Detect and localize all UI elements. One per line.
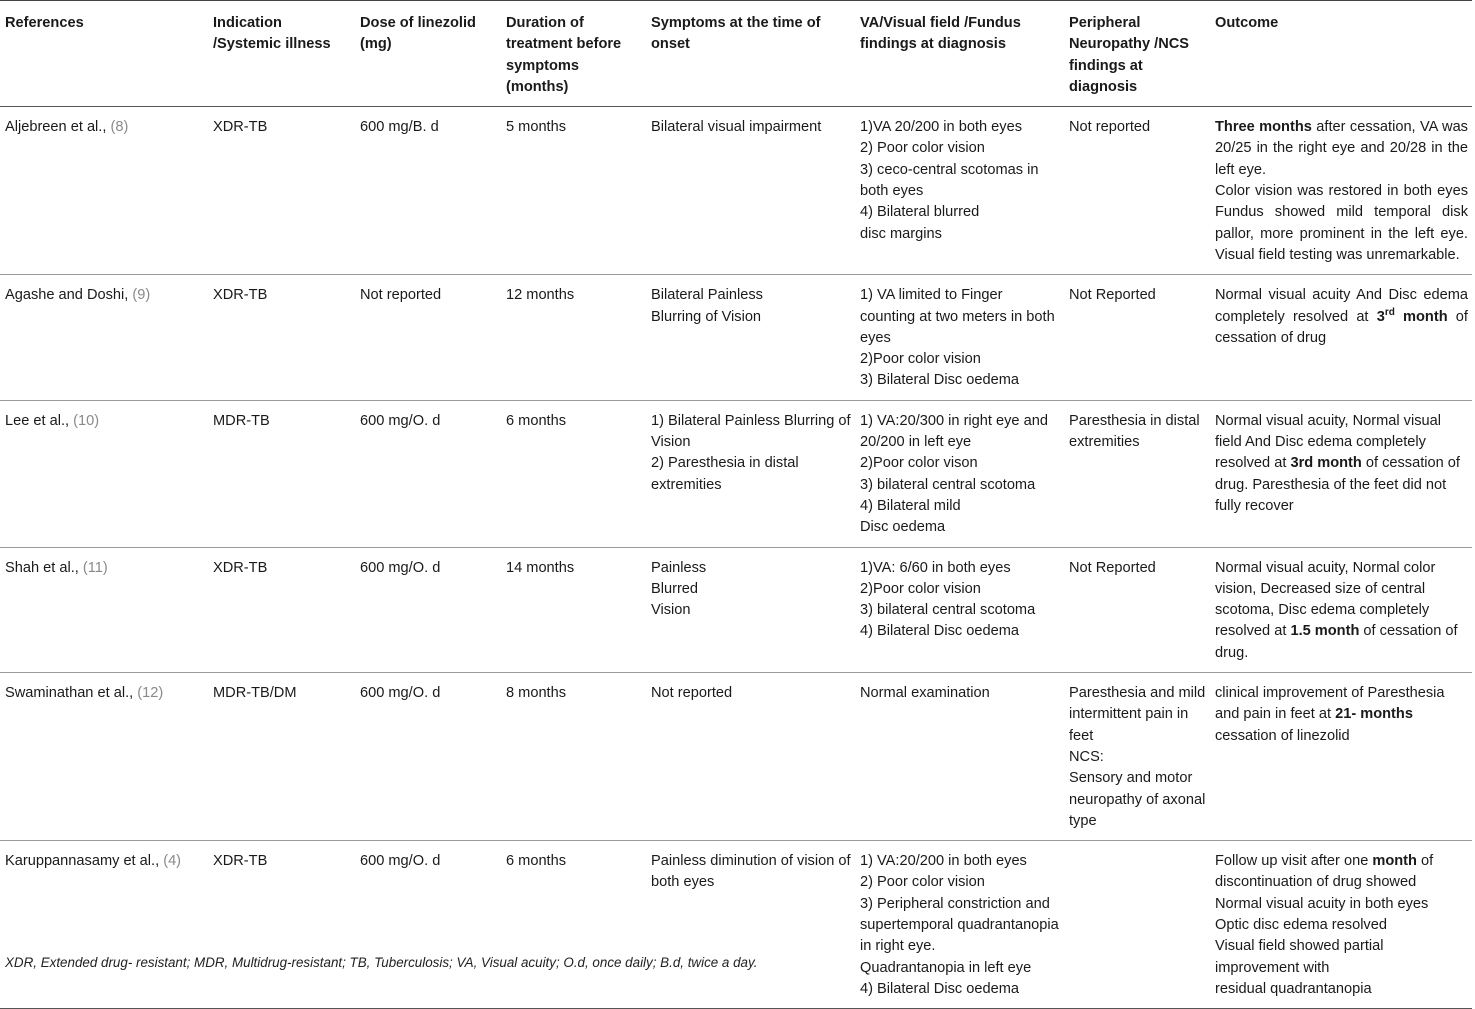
finding-line: 1) VA limited to Finger counting at two meters in both eyes bbox=[860, 287, 1055, 346]
finding-line: 1)VA 20/200 in both eyes bbox=[860, 119, 1022, 136]
outcome-text: after cessation, VA was 20/25 in the right eye and 20/28 in the left eye. bbox=[1215, 119, 1468, 178]
symptom-line: 1) Bilateral Painless Blurring of Vision bbox=[651, 412, 851, 451]
outcome-text: Follow up visit after one bbox=[1215, 853, 1373, 870]
finding-line: 4) Bilateral Disc oedema bbox=[860, 980, 1019, 997]
symptom-line: Bilateral Painless bbox=[651, 287, 763, 304]
cell-outcome bbox=[1210, 400, 1472, 547]
reference-name: Karuppannasamy et al., bbox=[5, 853, 164, 870]
table-row bbox=[0, 841, 1472, 1009]
outcome-text: of cessation of drug. Paresthesia of the feet did not fully recover bbox=[1215, 455, 1460, 514]
outcome-line: Normal visual acuity in both eyes bbox=[1215, 895, 1429, 912]
reference-name: Lee et al., bbox=[5, 412, 74, 429]
cell-reference bbox=[0, 400, 208, 547]
table-row bbox=[0, 400, 1472, 547]
cell-neuropathy bbox=[1064, 400, 1210, 547]
cell-dose: 600 mg/O. d bbox=[355, 841, 501, 1009]
reference-name: Shah et al., bbox=[5, 559, 83, 576]
outcome-paragraph: Color vision was restored in both eyes Fundus showed mild temporal disk pallor, more prominent in the left eye. Visual field testing was unremarkable. bbox=[1215, 183, 1468, 263]
cell-neuropathy bbox=[1064, 275, 1210, 400]
cell-va-findings bbox=[855, 275, 1064, 400]
cell-reference bbox=[0, 547, 208, 672]
cell-neuropathy bbox=[1064, 841, 1210, 1009]
finding-line: 2)Poor color vision bbox=[860, 351, 981, 368]
header-outcome: Outcome bbox=[1210, 1, 1472, 107]
table-row bbox=[0, 547, 1472, 672]
symptom-line: Painless bbox=[651, 559, 707, 576]
header-neuropathy: Peripheral Neuropathy /NCS findings at diagnosis bbox=[1064, 1, 1210, 107]
cell-indication: MDR-TB/DM bbox=[208, 673, 355, 841]
finding-line: 4) Bilateral Disc oedema bbox=[860, 623, 1019, 640]
neuropathy-line: Paresthesia in distal extremities bbox=[1069, 412, 1200, 451]
cell-symptoms bbox=[646, 673, 855, 841]
table-header bbox=[0, 1, 1472, 107]
neuropathy-line: Not Reported bbox=[1069, 559, 1156, 576]
neuropathy-line: Sensory and motor neuropathy of axonal type bbox=[1069, 770, 1206, 829]
cell-symptoms bbox=[646, 107, 855, 275]
outcome-text: of cessation of drug. bbox=[1215, 623, 1458, 661]
finding-line: Normal examination bbox=[860, 685, 990, 702]
cell-reference bbox=[0, 275, 208, 400]
outcome-text: of cessation of drug bbox=[1215, 308, 1468, 346]
header-duration: Duration of treatment before symptoms (months) bbox=[501, 1, 646, 107]
reference-citation[interactable]: (8) bbox=[110, 119, 129, 136]
reference-citation[interactable]: (9) bbox=[132, 287, 151, 304]
finding-line: disc margins bbox=[860, 225, 942, 242]
reference-citation[interactable]: (11) bbox=[82, 559, 108, 576]
finding-line: Disc oedema bbox=[860, 519, 946, 536]
neuropathy-line: Not reported bbox=[1069, 119, 1151, 136]
cell-dose: 600 mg/O. d bbox=[355, 673, 501, 841]
cell-dose: Not reported bbox=[355, 275, 501, 400]
cell-duration: 6 months bbox=[501, 841, 646, 1009]
finding-line: 4) Bilateral blurred bbox=[860, 204, 980, 221]
cell-va-findings bbox=[855, 400, 1064, 547]
outcome-text: Normal visual acuity, Normal visual field And Disc edema completely resolved at bbox=[1215, 412, 1441, 472]
cell-dose: 600 mg/O. d bbox=[355, 547, 501, 672]
neuropathy-line: Not Reported bbox=[1069, 287, 1156, 304]
cell-outcome bbox=[1210, 275, 1472, 400]
outcome-line: residual quadrantanopia bbox=[1215, 980, 1372, 997]
reference-name: Aljebreen et al., bbox=[5, 119, 111, 136]
outcome-emphasis: 3 bbox=[1376, 308, 1385, 325]
finding-line: 4) Bilateral mild bbox=[860, 497, 961, 514]
cell-va-findings bbox=[855, 673, 1064, 841]
cell-duration: 8 months bbox=[501, 673, 646, 841]
finding-line: 2) Poor color vision bbox=[860, 874, 985, 891]
outcome-emphasis: Three months bbox=[1215, 119, 1312, 136]
symptom-line: Blurring of Vision bbox=[651, 308, 762, 325]
cell-indication: XDR-TB bbox=[208, 275, 355, 400]
symptom-line: Vision bbox=[651, 602, 691, 619]
cell-outcome bbox=[1210, 841, 1472, 1009]
cell-outcome bbox=[1210, 107, 1472, 275]
cell-duration: 6 months bbox=[501, 400, 646, 547]
symptom-line: Painless diminution of vision of both eyes bbox=[651, 853, 851, 891]
reference-citation[interactable]: (10) bbox=[73, 412, 100, 429]
cell-neuropathy bbox=[1064, 107, 1210, 275]
finding-line: 1)VA: 6/60 in both eyes bbox=[860, 559, 1011, 576]
cell-symptoms bbox=[646, 841, 855, 1009]
finding-line: 3) Bilateral Disc oedema bbox=[860, 372, 1019, 389]
cell-va-findings bbox=[855, 547, 1064, 672]
cell-va-findings bbox=[855, 107, 1064, 275]
finding-line: 3) bilateral central scotoma bbox=[860, 602, 1036, 619]
header-indication: Indication /Systemic illness bbox=[208, 1, 355, 107]
outcome-emphasis: 21- months bbox=[1335, 706, 1413, 723]
finding-line: Quadrantanopia in left eye bbox=[860, 959, 1032, 976]
outcome-line: Visual field showed partial improvement with bbox=[1215, 938, 1384, 976]
table-footnote: XDR, Extended drug- resistant; MDR, Multidrug-resistant; TB, Tuberculosis; VA, Visual acuity; O.d, once daily; B.d, twice a day. bbox=[5, 955, 758, 970]
cell-reference bbox=[0, 841, 208, 1009]
reference-citation[interactable]: (4) bbox=[163, 853, 182, 870]
finding-line: 1) VA:20/200 in both eyes bbox=[860, 853, 1027, 870]
cell-indication: MDR-TB bbox=[208, 400, 355, 547]
header-va-findings: VA/Visual field /Fundus findings at diagnosis bbox=[855, 1, 1064, 107]
outcome-emphasis: 3rd month bbox=[1290, 455, 1362, 472]
neuropathy-line: NCS: bbox=[1069, 748, 1104, 765]
cell-outcome bbox=[1210, 673, 1472, 841]
outcome-text: Normal visual acuity And Disc edema completely resolved at bbox=[1215, 287, 1468, 325]
table-body bbox=[0, 107, 1472, 1009]
outcome-paragraph bbox=[1215, 117, 1468, 181]
cell-duration: 14 months bbox=[501, 547, 646, 672]
cell-reference bbox=[0, 107, 208, 275]
table-row bbox=[0, 275, 1472, 400]
cell-reference bbox=[0, 673, 208, 841]
cell-va-findings bbox=[855, 841, 1064, 1009]
cell-symptoms bbox=[646, 275, 855, 400]
finding-line: 1) VA:20/300 in right eye and 20/200 in left eye bbox=[860, 412, 1048, 451]
cell-neuropathy bbox=[1064, 673, 1210, 841]
outcome-ordinal: rd bbox=[1384, 306, 1395, 318]
neuropathy-line: Paresthesia and mild intermittent pain in feet bbox=[1069, 685, 1206, 744]
cell-dose: 600 mg/B. d bbox=[355, 107, 501, 275]
finding-line: 3) Peripheral constriction and supertemporal quadrantanopia in right eye. bbox=[860, 895, 1059, 955]
outcome-emphasis: month bbox=[1372, 853, 1417, 870]
symptom-line: 2) Paresthesia in distal extremities bbox=[651, 455, 799, 493]
header-references: References bbox=[0, 1, 208, 107]
symptom-line: Bilateral visual impairment bbox=[651, 119, 822, 136]
finding-line: 2)Poor color vision bbox=[860, 580, 981, 597]
symptom-line: Blurred bbox=[651, 580, 699, 597]
cell-duration: 12 months bbox=[501, 275, 646, 400]
header-symptoms: Symptoms at the time of onset bbox=[646, 1, 855, 107]
cell-symptoms bbox=[646, 400, 855, 547]
outcome-paragraph bbox=[1215, 851, 1468, 894]
cell-neuropathy bbox=[1064, 547, 1210, 672]
reference-citation[interactable]: (12) bbox=[137, 685, 164, 702]
reference-name: Swaminathan et al., bbox=[5, 685, 138, 702]
outcome-text: of discontinuation of drug showed bbox=[1215, 853, 1434, 891]
symptom-line: Not reported bbox=[651, 685, 733, 702]
cell-outcome bbox=[1210, 547, 1472, 672]
table-row bbox=[0, 107, 1472, 275]
cell-dose: 600 mg/O. d bbox=[355, 400, 501, 547]
finding-line: 2) Poor color vision bbox=[860, 140, 985, 157]
cell-duration: 5 months bbox=[501, 107, 646, 275]
finding-line: 3) ceco-central scotomas in both eyes bbox=[860, 161, 1039, 200]
header-row bbox=[0, 1, 1472, 107]
cell-indication: XDR-TB bbox=[208, 841, 355, 1009]
outcome-text: cessation of linezolid bbox=[1215, 727, 1350, 744]
reference-name: Agashe and Doshi, bbox=[5, 287, 133, 304]
table-row bbox=[0, 673, 1472, 841]
cell-symptoms bbox=[646, 547, 855, 672]
finding-line: 2)Poor color vison bbox=[860, 455, 978, 472]
outcome-emphasis: month bbox=[1394, 308, 1448, 325]
cell-indication: XDR-TB bbox=[208, 547, 355, 672]
cell-indication: XDR-TB bbox=[208, 107, 355, 275]
outcome-text: Normal visual acuity, Normal color vision, Decreased size of central scotoma, Disc edema completely resolved at bbox=[1215, 559, 1436, 640]
outcome-emphasis: 1.5 month bbox=[1290, 623, 1360, 640]
finding-line: 3) bilateral central scotoma bbox=[860, 476, 1036, 493]
header-dose: Dose of linezolid (mg) bbox=[355, 1, 501, 107]
outcome-text: clinical improvement of Paresthesia and pain in feet at bbox=[1215, 685, 1445, 723]
outcome-line: Optic disc edema resolved bbox=[1215, 916, 1387, 933]
